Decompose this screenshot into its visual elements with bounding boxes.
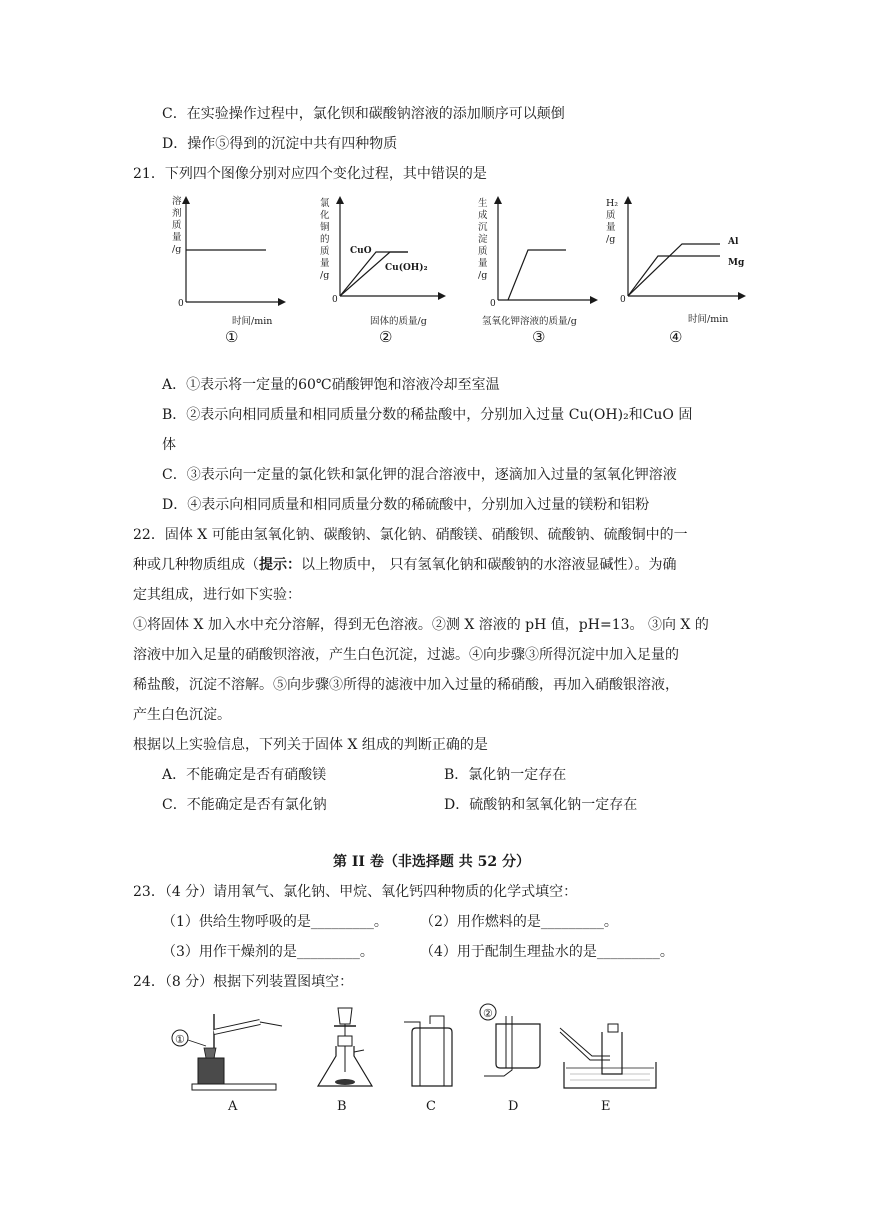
- q22-option-d: D．硫酸钠和氢氧化钠一定存在: [444, 797, 638, 813]
- graph-1-origin: 0: [178, 299, 184, 309]
- svg-text:成: 成: [478, 210, 488, 221]
- svg-text:生: 生: [478, 198, 488, 209]
- apparatus-c: [400, 1002, 460, 1114]
- q22-option-a: A．不能确定是否有硝酸镁: [162, 767, 327, 783]
- svg-text:剂: 剂: [172, 208, 182, 219]
- svg-text:铜: 铜: [320, 222, 330, 233]
- svg-text:淀: 淀: [478, 234, 488, 245]
- q23-item-1: （1）供给生物呼吸的是_________。: [162, 914, 388, 930]
- svg-text:沉: 沉: [478, 222, 488, 233]
- q24-stem: 24．（8 分）根据下列装置图填空：: [133, 974, 354, 990]
- apparatus-e-letter: E: [601, 1099, 611, 1114]
- graph-4: [602, 192, 762, 352]
- apparatus-c-letter: C: [426, 1099, 436, 1114]
- svg-text:/g: /g: [320, 270, 330, 281]
- graph-1: [160, 192, 290, 352]
- svg-text:量: 量: [606, 222, 616, 233]
- svg-text:/g: /g: [478, 270, 488, 281]
- q21-option-c: C．③表示向一定量的氯化铁和氯化钾的混合溶液中，逐滴加入过量的氢氧化钾溶液: [162, 467, 677, 483]
- q22-line-1: 22．固体 X 可能由氢氧化钠、碳酸钠、氯化钠、硝酸镁、硝酸钡、硫酸钠、硫酸铜中的一: [133, 527, 688, 543]
- q22-line-4: ①将固体 X 加入水中充分溶解，得到无色溶液。②测 X 溶液的 pH 值，pH=13。 ③向 X 的: [133, 617, 709, 633]
- graph-2-xlabel: 固体的质量/g: [370, 316, 427, 327]
- q23-item-4: （4）用于配制生理盐水的是_________。: [420, 944, 674, 960]
- graph-4-al-line: [628, 244, 720, 296]
- graph-2-origin: 0: [332, 295, 338, 305]
- graph-4-ylabel: [606, 198, 618, 245]
- apparatus-d-label-2: ②: [483, 1007, 493, 1020]
- graph-2-number: ②: [379, 328, 393, 346]
- graph-2-cuo-line: [340, 252, 408, 296]
- q21-option-d: D．④表示向相同质量和相同质量分数的稀硫酸中，分别加入过量的镁粉和铝粉: [162, 497, 650, 513]
- graph-4-origin: 0: [620, 295, 626, 305]
- q20-option-d: D．操作⑤得到的沉淀中共有四种物质: [162, 136, 398, 152]
- apparatus-a: [168, 1002, 288, 1114]
- apparatus-b: [310, 1002, 380, 1114]
- graph-4-xlabel: 时间/min: [688, 314, 729, 325]
- graph-4-mg-line: [628, 256, 720, 296]
- q22-option-b: B．氯化钠一定存在: [444, 767, 567, 783]
- section-2-heading: 第 II 卷（非选择题 共 52 分）: [333, 854, 530, 870]
- q21-option-b-cont: 体: [162, 437, 176, 453]
- apparatus-a-label-1: ①: [175, 1033, 185, 1046]
- svg-text:/g: /g: [606, 234, 616, 245]
- apparatus-d: [478, 1002, 548, 1114]
- graph-3-ylabel: [478, 197, 488, 281]
- q23-item-2: （2）用作燃料的是_________。: [420, 914, 618, 930]
- svg-text:质: 质: [320, 246, 330, 257]
- q21-option-a: A．①表示将一定量的60℃硝酸钾饱和溶液冷却至室温: [162, 377, 500, 393]
- apparatus-a-letter: A: [228, 1099, 238, 1114]
- graph-1-ylabel: [172, 195, 182, 255]
- q21-stem: 21．下列四个图像分别对应四个变化过程，其中错误的是: [133, 166, 487, 182]
- svg-text:质: 质: [478, 246, 488, 257]
- graph-1-number: ①: [225, 328, 239, 346]
- graph-3: [470, 192, 600, 352]
- svg-text:H₂: H₂: [606, 198, 619, 209]
- graph-2-label-cuoh2: Cu(OH)₂: [385, 263, 428, 273]
- graph-2-label-cuo: CuO: [350, 246, 372, 256]
- svg-text:氯: 氯: [320, 198, 330, 209]
- q21-option-b: B．②表示向相同质量和相同质量分数的稀盐酸中，分别加入过量 Cu(OH)₂和CuO 固: [162, 407, 693, 423]
- svg-text:量: 量: [320, 258, 330, 269]
- graph-3-number: ③: [532, 328, 546, 346]
- graph-4-label-al: Al: [728, 237, 739, 247]
- q20-option-c: C．在实验操作过程中，氯化钡和碳酸钠溶液的添加顺序可以颠倒: [162, 106, 565, 122]
- svg-text:溶: 溶: [172, 196, 182, 207]
- q23-item-3: （3）用作干燥剂的是_________。: [162, 944, 374, 960]
- q22-option-c: C．不能确定是否有氯化钠: [162, 797, 327, 813]
- svg-text:质: 质: [606, 210, 616, 221]
- svg-text:/g: /g: [172, 244, 182, 255]
- q22-line-7: 产生白色沉淀。: [133, 707, 231, 723]
- q22-line-8: 根据以上实验信息，下列关于固体 X 组成的判断正确的是: [133, 737, 488, 753]
- graph-1-xlabel: 时间/min: [232, 316, 273, 327]
- graph-4-number: ④: [669, 328, 683, 346]
- svg-text:化: 化: [320, 210, 330, 221]
- apparatus-d-letter: D: [508, 1099, 519, 1114]
- graph-3-line: [508, 250, 566, 300]
- q22-line-3: 定其组成，进行如下实验：: [133, 587, 301, 603]
- svg-text:量: 量: [172, 232, 182, 243]
- svg-text:量: 量: [478, 258, 488, 269]
- graph-2-ylabel: [320, 197, 330, 281]
- q22-hint-label: 提示：: [259, 557, 301, 573]
- q22-line-2: 种或几种物质组成（提示：以上物质中， 只有氢氧化钠和碳酸钠的水溶液显碱性）。为确: [133, 557, 677, 573]
- graph-3-xlabel: 氢氧化钾溶液的质量/g: [482, 316, 577, 327]
- q22-line-5: 溶液中加入足量的硝酸钡溶液，产生白色沉淀，过滤。④向步骤③所得沉淀中加入足量的: [133, 647, 679, 663]
- graph-3-origin: 0: [490, 299, 496, 309]
- apparatus-b-letter: B: [337, 1099, 347, 1114]
- graph-2-cuoh2-line: [340, 252, 408, 296]
- q23-stem: 23．（4 分）请用氧气、氯化钠、甲烷、氧化钙四种物质的化学式填空：: [133, 884, 578, 900]
- graph-4-label-mg: Mg: [728, 258, 745, 268]
- svg-text:的: 的: [320, 234, 330, 245]
- apparatus-e: [556, 1002, 666, 1114]
- svg-text:质: 质: [172, 220, 182, 231]
- q22-line-6: 稀盐酸，沉淀不溶解。⑤向步骤③所得的滤液中加入过量的稀硝酸，再加入硝酸银溶液，: [133, 677, 679, 693]
- graph-2: [310, 192, 450, 352]
